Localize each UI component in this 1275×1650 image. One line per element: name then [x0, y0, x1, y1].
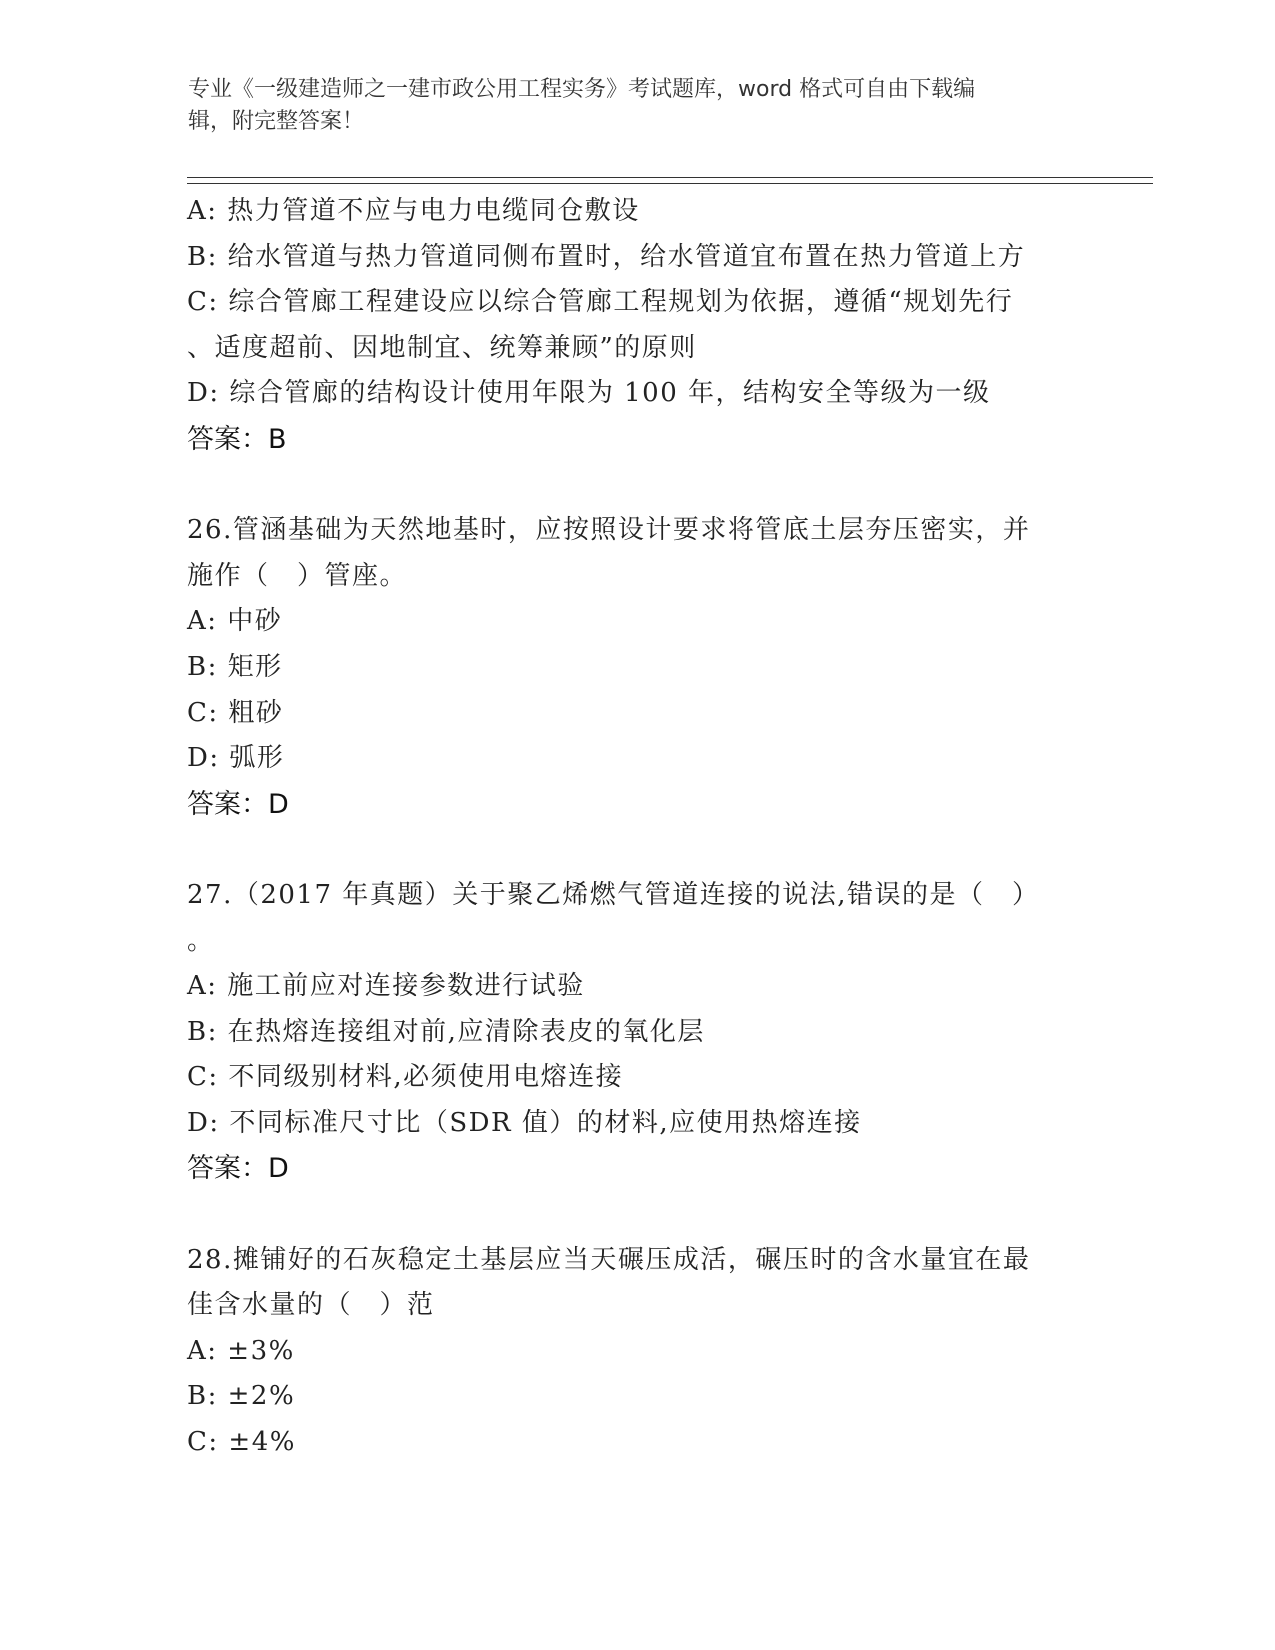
option-d: D: 不同标准尺寸比（SDR 值）的材料,应使用热熔连接 [187, 1107, 862, 1138]
spacer [187, 1192, 1087, 1238]
question-content [187, 189, 1087, 1466]
option-c: C: 不同级别材料,必须使用电熔连接 [187, 1062, 624, 1093]
header-divider-top [187, 177, 1153, 178]
answer-label: 答案：B [187, 423, 287, 455]
option-a: A: 施工前应对连接参数进行试验 [187, 971, 585, 1002]
spacer [187, 463, 1087, 509]
option-b: B: 给水管道与热力管道同侧布置时，给水管道宜布置在热力管道上方 [187, 241, 1026, 272]
option-a: A: ±3% [187, 1335, 295, 1366]
question-stem: 26.管涵基础为天然地基时，应按照设计要求将管底土层夯压密实，并 [187, 515, 1031, 546]
header-line-2: 辑，附完整答案！ [188, 109, 365, 134]
header-line-1: 专业《一级建造师之一建市政公用工程实务》考试题库，word 格式可自由下载编 [188, 77, 976, 102]
option-c: C: ±4% [187, 1427, 296, 1458]
option-c-continued: 、适度超前、因地制宜、统筹兼顾”的原则 [187, 332, 697, 363]
question-25 [187, 189, 1087, 463]
option-c: C: 粗砂 [187, 697, 284, 728]
option-d: D: 综合管廊的结构设计使用年限为 100 年，结构安全等级为一级 [187, 378, 991, 409]
spacer [187, 827, 1087, 873]
option-b: B: 矩形 [187, 651, 283, 682]
answer-label: 答案：D [187, 1153, 289, 1185]
question-26 [187, 508, 1087, 827]
option-b: B: 在热熔连接组对前,应清除表皮的氧化层 [187, 1016, 705, 1047]
option-b: B: ±2% [187, 1381, 296, 1412]
question-stem: 27.（2017 年真题）关于聚乙烯燃气管道连接的说法,错误的是（ ） [187, 879, 1040, 910]
question-stem: 28.摊铺好的石灰稳定土基层应当天碾压成活，碾压时的含水量宜在最 [187, 1244, 1031, 1275]
option-a: A: 中砂 [187, 606, 283, 637]
option-d: D: 弧形 [187, 743, 285, 774]
header-divider-bottom [187, 183, 1153, 184]
question-28 [187, 1238, 1087, 1466]
question-stem-continued: 。 [187, 925, 215, 956]
option-c: C: 综合管廊工程建设应以综合管廊工程规划为依据，遵循“规划先行 [187, 287, 1014, 318]
question-27 [187, 873, 1087, 1192]
answer-label: 答案：D [187, 788, 289, 820]
option-a: A: 热力管道不应与电力电缆同仓敷设 [187, 196, 640, 226]
question-stem-continued: 施作（ ）管座。 [187, 560, 408, 591]
question-stem-continued: 佳含水量的（ ）范 [187, 1290, 435, 1321]
document-header [188, 74, 1068, 138]
